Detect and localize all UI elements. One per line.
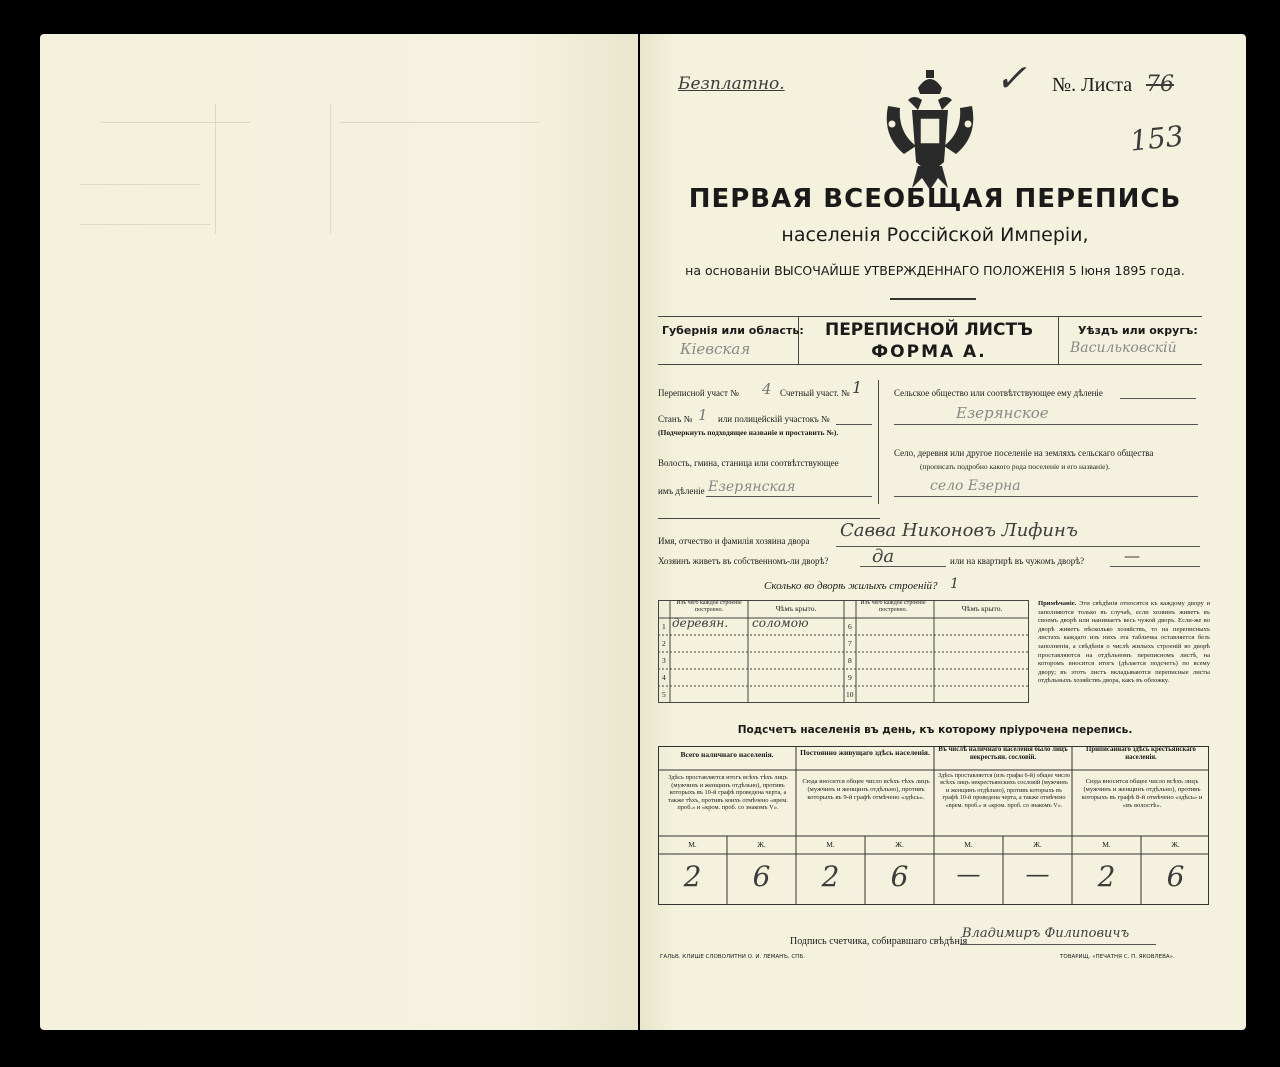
row-number: 8 [848,656,852,665]
village-value: село Езерна [930,478,1021,494]
count-value: — [1025,860,1050,888]
owner-lives-label: Хозяинъ живетъ въ собственномъ-ли дворѣ? [658,556,829,566]
buildings-value: 1 [950,576,959,592]
row-number: 1 [662,622,666,631]
m-label: М. [826,840,835,849]
sheet-label: №. Листа [1052,74,1133,96]
col-material-header-2: Изъ чего каждое строеніе построено. [860,600,926,613]
row-number: 2 [662,639,666,648]
stan-label: Станъ № [658,414,693,424]
m-label: М. [688,840,697,849]
field-divider [658,518,880,519]
row-material: деревян. [672,616,729,630]
society-value: Езерянское [956,404,1049,422]
sheet-title: ПЕРЕПИСНОЙ ЛИСТЪ [824,320,1034,340]
counting-district-label: Счетный участ. № [780,388,850,398]
village-value-line [894,484,1198,497]
ornament-divider [890,298,976,300]
document-title: ПЕРВАЯ ВСЕОБЩАЯ ПЕРЕПИСЬ [688,184,1182,214]
field-column-divider [878,380,879,504]
count-value: 2 [1097,860,1116,893]
row-number: 3 [662,656,666,665]
society-label: Сельское общество или соотвѣтствующее ему дѣленіе [894,388,1103,398]
document-subtitle: населенія Россійской Имперіи, [781,224,1089,246]
bleed-line [215,104,216,234]
form-header-bottom [658,364,1202,365]
left-page [40,34,638,1030]
count-value: 6 [1166,860,1185,893]
count-col2-body: Сюда вносится общее число всѣхъ тѣхъ лицъ (мужчинъ и женщинъ отдѣльно), противъ которыхъ въ 9-й графѣ отмѣчено «здѣсь». [802,778,930,801]
bleed-line [80,224,210,225]
m-label: М. [1102,840,1111,849]
police-label: или полицейскій участокъ № [718,414,830,424]
count-col1-head: Всего наличнаго населенія. [680,750,774,759]
society-value-line [894,412,1198,425]
signature-label: Подпись счетчика, собиравшаго свѣдѣнія [790,936,968,947]
count-col2-head: Постоянно живущаго здѣсь населенія. [800,748,930,757]
census-district-value: 4 [762,380,772,398]
form-header-top [658,316,1202,317]
owner-lives-value: да [872,546,895,567]
signature-value: Владимиръ Филиповичъ [962,926,1130,941]
row-number: 5 [662,690,666,699]
count-col4-body: Сюда вносится общее число всѣхъ лицъ (мужчинъ и женщинъ отдѣльно), противъ которыхъ въ графѣ 8-й отмѣчено «здѣсь» и «въ волостѣ». [1081,778,1203,809]
right-page [640,34,1246,1030]
volost-label-2: имъ дѣленіе [658,486,705,496]
row-number: 7 [848,639,852,648]
f-label: Ж. [757,840,766,849]
stan-value: 1 [698,406,708,424]
f-label: Ж. [895,840,904,849]
owner-value: Савва Никоновъ Лифинъ [840,520,1078,541]
count-col3-body: Здѣсь проставляется (изъ графы 6-й) общее число всѣхъ лицъ некрестьянскихъ сословій (мужчинъ и женщинъ отдѣльно), противъ которыхъ въ графѣ 10-й проведена черта, а также отмѣчено «врем. проб.» и «кром. проб. со знакомъ V». [938,772,1070,809]
count-value: 2 [821,860,840,893]
sheet-number: 76 [1146,72,1174,97]
signature-line [960,934,1156,945]
owner-lives-line [860,556,946,567]
police-line [836,414,872,425]
col-roof-header-2: Чѣмъ крыто. [961,604,1003,613]
count-col4-head: Приписаннаго здѣсь крестьянскаго населенія. [1086,746,1196,761]
row-roof: соломою [752,616,809,630]
society-line [1120,386,1196,399]
census-district-label: Переписной участ № [658,388,739,398]
count-value: — [956,860,981,888]
count-value: 6 [752,860,771,893]
row-number: 9 [848,673,852,682]
note-text: Эти свѣдѣнія относятся къ каждому двору и заполняются только въ случаѣ, если хозяинъ живетъ въ своемъ дворѣ или нанимаетъ весь чужой дворъ. Если-же во дворѣ живетъ нѣсколько хозяйствъ, то на переписныхъ листахъ каждаго изъ нихъ эта табличка оставляется безъ заполненія, а свѣдѣнія о числѣ жилыхъ строеній во дворѣ проставляются на отдѣльномъ переписномъ листѣ, на которомъ вносится итогъ (дѣлается подсчетъ) по всему двору; въ этотъ листъ вкладываются переписные листы отдѣльныхъ хозяйствъ двора, какъ въ обложку. [1038,600,1210,685]
row-number: 4 [662,673,666,682]
document-basis: на основаніи ВЫСОЧАЙШЕ УТВЕРЖДЕННАГО ПОЛОЖЕНІЯ 5 Іюня 1895 года. [685,263,1185,278]
note-label: Примѣчаніе. [1038,600,1077,607]
uezd-value: Васильковскій [1070,340,1177,356]
counting-district-value: 1 [852,378,863,397]
gubernia-label: Губернія или область: [662,324,804,337]
f-label: Ж. [1033,840,1042,849]
col-roof-header: Чѣмъ крыто. [775,604,817,613]
count-value: 2 [683,860,702,893]
uezd-label: Уѣздъ или округъ: [1078,324,1198,337]
village-note: (прописать подробно какого рода поселеніе и его названіе). [920,462,1110,471]
imperial-eagle-emblem-icon [878,66,982,194]
owner-label: Имя, отчество и фамилія хозяина двора [658,536,810,546]
underline-note: (Подчеркнуть подходящее названіе и проставить №). [658,428,839,437]
bleed-line [330,104,331,234]
gubernia-value: Кіевская [680,340,751,358]
note-block [1038,600,1210,686]
form-label: ФОРМА А. [871,342,987,362]
volost-label: Волость, гмина, станица или соотвѣтствующее [658,458,839,468]
village-label: Село, деревня или другое поселеніе на земляхъ сельскаго общества [894,448,1154,458]
f-label: Ж. [1171,840,1180,849]
apartment-label: или на квартирѣ въ чужомъ дворѣ? [950,556,1085,566]
count-col3-head: Въ числѣ наличнаго населенія было лицъ некрестьян. сословій. [938,746,1068,761]
footer-left-print: ГАЛЬВ. КЛИШЕ СЛОВОЛИТНИ О. И. ЛЕМАНЪ, СПБ. [660,954,805,960]
row-number: 6 [848,622,852,631]
sheet-number-alt: 153 [1128,119,1186,158]
checkmark-icon: ✓ [995,56,1027,100]
count-col1-body: Здѣсь проставляется итогъ всѣхъ тѣхъ лицъ (мужчинъ и женщинъ отдѣльно), противъ которыхъ въ 10-й графѣ проведена черта, а также тѣхъ, противъ коихъ отмѣчено «врем. проб.» и «кром. проб. со знакомъ V». [668,774,788,812]
form-header-divider [1058,316,1059,364]
bleed-line [340,122,540,123]
apartment-line [1110,556,1200,567]
col-material-header: Изъ чего каждое строеніе построено. [676,600,742,613]
free-label: Безплатно. [678,74,785,94]
m-label: М. [964,840,973,849]
apartment-value: — [1124,546,1140,565]
row-number: 10 [846,690,854,699]
volost-value: Езерянская [708,479,796,495]
buildings-question: Сколько во дворѣ жилыхъ строеній? [764,580,938,592]
bleed-line [80,184,200,185]
count-title: Подсчетъ населенія въ день, къ которому пріурочена перепись. [737,724,1133,736]
bleed-line [100,122,250,123]
footer-right-print: ТОВАРИЩ. «ПЕЧАТНЯ С. П. ЯКОВЛЕВА». [1060,954,1175,960]
volost-line [706,484,872,497]
count-value: 6 [890,860,909,893]
